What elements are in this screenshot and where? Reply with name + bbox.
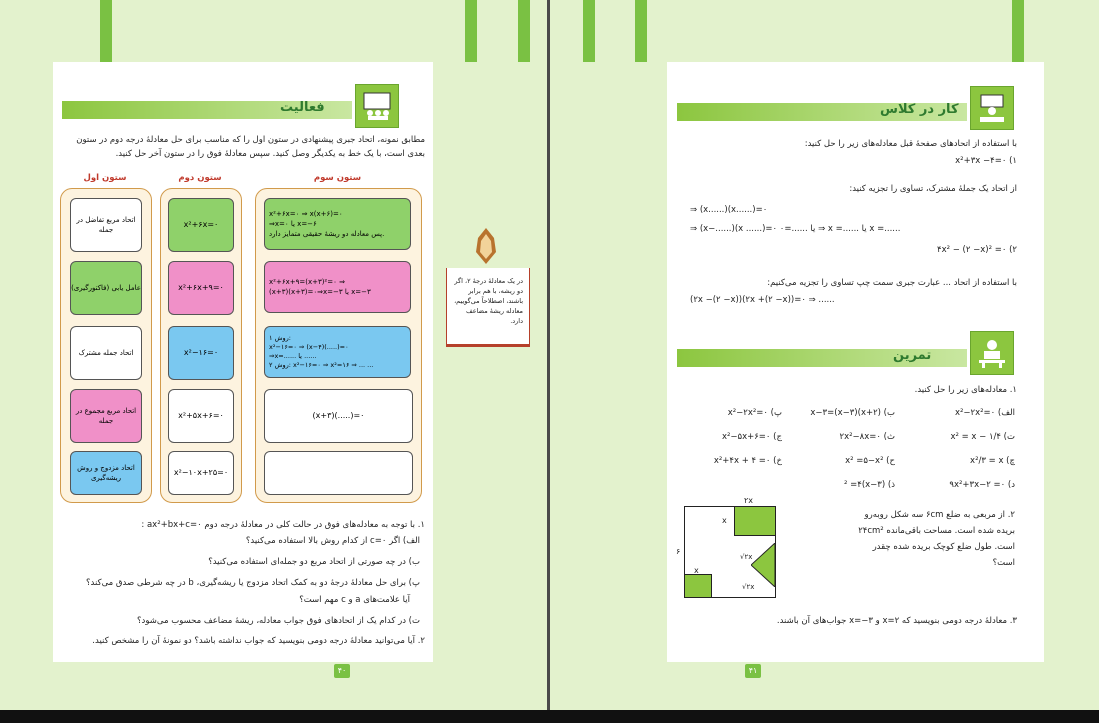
equation-cell-1[interactable]: x²+۶x=۰ bbox=[168, 198, 234, 252]
exercise-2-line-1: ۲. از مربعی به ضلع ۶cm سه شکل روبه‌رو bbox=[864, 510, 1015, 520]
equation-cell-4[interactable]: x²+۵x+۶=۰ bbox=[168, 389, 234, 443]
activity-title: فعالیت bbox=[280, 100, 325, 115]
exercise-item-2-2: ث) ۲x²−۸x=۰ bbox=[839, 432, 895, 442]
identity-cell-5[interactable]: اتحاد مزدوج و روش ریشه‌گیری bbox=[70, 451, 142, 495]
class-step-3: (۲x −(۲ −x))(۲x +(۲ −x))=۰ ⇒ ...... bbox=[690, 295, 835, 305]
identity-cell-3[interactable]: اتحاد جمله مشترک bbox=[70, 326, 142, 380]
solution-1-line-1: x²+۶x=۰ ⇒ x(x+۶)=۰ bbox=[269, 210, 343, 218]
solution-cell-4[interactable]: (x+۳)(.....)=۰ bbox=[264, 389, 413, 443]
solution-3-line-3: ⇒x=...... یا ...... bbox=[269, 352, 317, 360]
exercise-item-1-2: ب) (x+۲)(x−۳)=x−۳ bbox=[810, 408, 895, 418]
square-figure bbox=[684, 506, 776, 598]
exercise-item-3-2: ح) x² =۵−x² bbox=[845, 456, 895, 466]
identity-cell-1[interactable]: اتحاد مربع تفاضل در جمله bbox=[70, 198, 142, 252]
solution-cell-2 bbox=[264, 261, 411, 313]
cut-square bbox=[685, 574, 712, 597]
exercise-item-3-3: خ) x²+۴x + ۴ =۰ bbox=[713, 456, 782, 466]
solution-cell-5[interactable] bbox=[264, 451, 413, 495]
top-bar-right-3 bbox=[1012, 0, 1024, 62]
page-number-right: ۴۱ bbox=[745, 664, 761, 678]
equation-cell-3[interactable]: x²−۱۶=۰ bbox=[168, 326, 234, 380]
column-head-3: ستون سوم bbox=[313, 173, 362, 183]
solution-cell-3 bbox=[264, 326, 411, 378]
figure-label-x1: x bbox=[722, 516, 727, 525]
class-eq-2: ۲) ۴x² − (۲ −x)² =۰ bbox=[937, 245, 1017, 255]
exercise-item-2-3: ج) x²−۵x+۶=۰ bbox=[721, 432, 782, 442]
solution-3-line-1: روش ۱: bbox=[269, 334, 291, 342]
equation-cell-2[interactable]: x²+۶x+۹=۰ bbox=[168, 261, 234, 315]
exercise-item-1-1: الف) x²−۲x²=۰ bbox=[954, 408, 1015, 418]
solution-cell-1 bbox=[264, 198, 411, 250]
top-bar-right-2 bbox=[635, 0, 647, 62]
figure-label-r2: √۲x bbox=[742, 583, 755, 591]
cut-rectangle bbox=[734, 507, 775, 536]
exercise-item-4-2: ذ) (x−۳)² =۴ bbox=[844, 480, 895, 490]
cut-triangle bbox=[751, 543, 775, 587]
exercise-item-1-3: پ) x²−۲x²=۰ bbox=[727, 408, 782, 418]
figure-label-side: ۶ bbox=[676, 547, 681, 556]
solution-1-line-3: پس معادله دو ریشهٔ حقیقی متمایز دارد. bbox=[269, 230, 385, 238]
exercise-2-line-3: است. طول ضلع کوچک بریده شده چقدر bbox=[872, 542, 1015, 552]
figure-label-x2: x bbox=[694, 566, 699, 575]
activity-intro-2: بعدی است، با یک خط به یکدیگر وصل کنید. سپس معادلهٔ فوق را در ستون آخر حل کنید. bbox=[115, 149, 425, 159]
column-head-2: ستون دوم bbox=[178, 173, 222, 183]
solution-2-line-2: (x+۳)(x+۳)=۰⇒x=−۳ یا x=−۳ bbox=[269, 288, 371, 296]
figure-label-top: ۲x bbox=[744, 496, 754, 505]
class-using: با استفاده از اتحاد ... عبارت جبری سمت چپ تساوی را تجزیه می‌کنیم: bbox=[767, 278, 1017, 288]
question-2: ۲. آیا می‌توانید معادلهٔ درجه دومی بنویسید که جواب نداشته باشد؟ دو نمونهٔ آن را مشخص کنید. bbox=[92, 636, 425, 646]
solution-3-line-2: x²−۱۶=۰ ⇒ (x−۴)(.....)=۰ bbox=[269, 343, 349, 351]
classroom-icon bbox=[970, 86, 1014, 130]
book-spine bbox=[547, 0, 550, 723]
exercise-item-2-1: ت) x² = x − ۱/۴ bbox=[950, 432, 1015, 442]
ornament-icon bbox=[474, 228, 498, 264]
solution-3-line-4: روش ۲: x²−۱۶=۰ ⇒ x²=۱۶ ⇒ ... ... bbox=[269, 361, 374, 369]
top-bar-left-3 bbox=[518, 0, 530, 62]
exercise-title: تمرین bbox=[893, 348, 932, 363]
question-1t: ت) در کدام یک از اتحادهای فوق جواب معادله، ریشهٔ مضاعف محسوب می‌شود؟ bbox=[137, 616, 420, 626]
identity-cell-2[interactable]: عامل یابی (فاکتورگیری) bbox=[70, 261, 142, 315]
top-bar-left-2 bbox=[465, 0, 477, 62]
class-step-1: ⇒ (x......)(x......)=۰ bbox=[690, 205, 768, 215]
teacher-board-icon bbox=[355, 84, 399, 128]
question-1a: الف) اگر c=۰ از کدام روش بالا استفاده می‌کنید؟ bbox=[245, 536, 420, 546]
exercise-3: ۳. معادلهٔ درجه دومی بنویسید که x=۲ و x=−۳ جواب‌های آن باشند. bbox=[776, 616, 1017, 626]
margin-note-text: در یک معادلهٔ درجهٔ ۲، اگر دو ریشه، با هم برابر باشند، اصطلاحاً می‌گوییم، معادله ریشهٔ مضاعف دارد. bbox=[454, 277, 523, 325]
solution-1-line-2: ⇒x=۰ یا x=−۶ bbox=[269, 220, 317, 228]
margin-note bbox=[446, 268, 530, 347]
bottom-bar bbox=[0, 710, 1099, 723]
top-bar-right-1 bbox=[583, 0, 595, 62]
equation-cell-5[interactable]: x²−۱۰x+۲۵=۰ bbox=[168, 451, 234, 495]
class-title: کار در کلاس bbox=[880, 102, 959, 117]
page-number-left: ۴۰ bbox=[334, 664, 350, 678]
exercise-item-3-1: چ) x²/۳ = x bbox=[970, 456, 1015, 466]
question-1: ۱. با توجه به معادله‌های فوق در حالت کلی در معادلهٔ درجه دوم ax²+bx+c=۰ : bbox=[141, 520, 425, 530]
exercise-2-line-4: است؟ bbox=[992, 558, 1015, 568]
solution-2-line-1: x²+۶x+۹=(x+۳)²=۰ ⇒ bbox=[269, 278, 345, 286]
activity-intro-1: مطابق نمونه، اتحاد جبری پیشنهادی در ستون اول را که مناسب برای حل معادلهٔ درجه دوم در ستون bbox=[76, 135, 425, 145]
question-1b: ب) در چه صورتی از اتحاد مربع دو جمله‌ای استفاده می‌کنید؟ bbox=[208, 557, 420, 567]
exercise-item-4-1: د) ۹x²+۳x−۲ =۰ bbox=[949, 480, 1015, 490]
class-step-2: ⇒ (x−......)(x ......)=۰ یا ......=۰ ⇒ x =...... یا x =...... bbox=[690, 224, 901, 234]
student-desk-icon bbox=[970, 331, 1014, 375]
identity-cell-4[interactable]: اتحاد مربع مجموع در جمله bbox=[70, 389, 142, 443]
class-eq-1: ۱) x²+۳x −۴=۰ bbox=[955, 156, 1017, 166]
column-head-1: ستون اول bbox=[83, 173, 127, 183]
exercise-2-line-2: بریده شده است. مساحت باقی‌مانده ۲۴cm² bbox=[858, 526, 1015, 536]
exercise-intro: ۱. معادله‌های زیر را حل کنید. bbox=[914, 385, 1017, 395]
class-common-term: از اتحاد یک جملهٔ مشترک، تساوی را تجزیه کنید: bbox=[849, 184, 1017, 194]
figure-label-r1: √۲x bbox=[740, 553, 753, 561]
top-bar-left-1 bbox=[100, 0, 112, 62]
question-1p: پ) برای حل معادلهٔ درجهٔ دو به کمک اتحاد مزدوج یا ریشه‌گیری، b در چه شرطی صدق می‌کند؟ bbox=[85, 578, 420, 588]
question-1p-2: آیا علامت‌های a و c مهم است؟ bbox=[299, 595, 410, 605]
class-intro: با استفاده از اتحادهای صفحهٔ قبل معادله‌های زیر را حل کنید: bbox=[804, 139, 1017, 149]
